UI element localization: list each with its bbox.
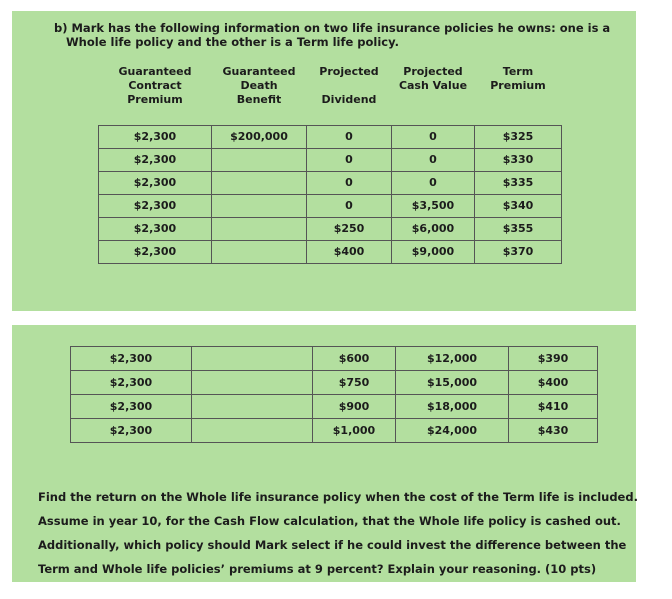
table-cell [212,148,307,171]
table-cell: $2,300 [99,194,212,217]
table-cell: $325 [475,125,562,148]
table-cell: $2,300 [99,125,212,148]
question-line: Find the return on the Whole life insurance policy when the cost of the Term life is included. [38,490,638,504]
table-cell: 0 [307,171,392,194]
table-cell: $250 [307,217,392,240]
table-row [99,240,562,263]
table-cell: $400 [307,240,392,263]
table-cell: $330 [475,148,562,171]
table-cell [212,240,307,263]
table-row [99,217,562,240]
table-cell: $1,000 [313,419,396,443]
table-cell: $9,000 [392,240,475,263]
table-cell: $750 [313,371,396,395]
table-row [71,371,598,395]
table-cell: $12,000 [396,347,509,371]
question-text [38,485,638,581]
table-cell: 0 [307,125,392,148]
table-cell: $24,000 [396,419,509,443]
table-cell [192,371,313,395]
header-guaranteed-contract-premium: Guaranteed Contract Premium [118,65,192,106]
table-row [71,347,598,371]
table-cell: $340 [475,194,562,217]
table-cell: $2,300 [71,419,192,443]
header-projected-cash-value: Projected Cash Value [398,65,468,92]
table-cell: $15,000 [396,371,509,395]
question-line: Additionally, which policy should Mark select if he could invest the difference between the [38,538,627,552]
table-row [71,395,598,419]
table-cell: 0 [307,194,392,217]
table-row [71,419,598,443]
table-cell [192,347,313,371]
table-cell: $355 [475,217,562,240]
table-cell: $2,300 [99,171,212,194]
table-cell: $335 [475,171,562,194]
policy-table-continued [70,346,598,443]
table-cell: $200,000 [212,125,307,148]
table-cell: 0 [307,148,392,171]
table-cell [212,171,307,194]
table-cell: $400 [509,371,598,395]
table-header-row [99,63,562,125]
table-cell [212,194,307,217]
table-cell: $370 [475,240,562,263]
table-cell: $18,000 [396,395,509,419]
top-panel [12,11,636,311]
policy-table-top [98,63,562,264]
table-cell: $900 [313,395,396,419]
table-cell: $2,300 [71,371,192,395]
header-term-premium: Term Premium [490,65,546,92]
table-row [99,125,562,148]
table-cell: $2,300 [71,347,192,371]
question-line: Term and Whole life policies’ premiums at 9 percent? Explain your reasoning. (10 pts) [38,562,597,576]
table-cell: $410 [509,395,598,419]
table-cell: $2,300 [71,395,192,419]
table-cell: 0 [392,171,475,194]
table-row [99,171,562,194]
table-cell: $2,300 [99,240,212,263]
table-cell: 0 [392,125,475,148]
table-cell: $2,300 [99,217,212,240]
table-cell: $2,300 [99,148,212,171]
bottom-panel [12,325,636,582]
table-row [99,148,562,171]
table-cell: $6,000 [392,217,475,240]
table-cell [192,395,313,419]
header-guaranteed-death-benefit: Guaranteed Death Benefit [222,65,296,106]
table-cell: $390 [509,347,598,371]
table-cell: 0 [392,148,475,171]
table-cell: $430 [509,419,598,443]
table-cell: $3,500 [392,194,475,217]
problem-intro: b) Mark has the following information on two life insurance policies he owns: one is a Whole life policy and the other is a Term life policy. [54,21,611,49]
table-row [99,194,562,217]
header-projected-dividend: Projected Dividend [319,65,379,106]
question-line: Assume in year 10, for the Cash Flow calculation, that the Whole life policy is cashed out. [38,514,621,528]
table-cell: $600 [313,347,396,371]
table-cell [212,217,307,240]
table-cell [192,419,313,443]
